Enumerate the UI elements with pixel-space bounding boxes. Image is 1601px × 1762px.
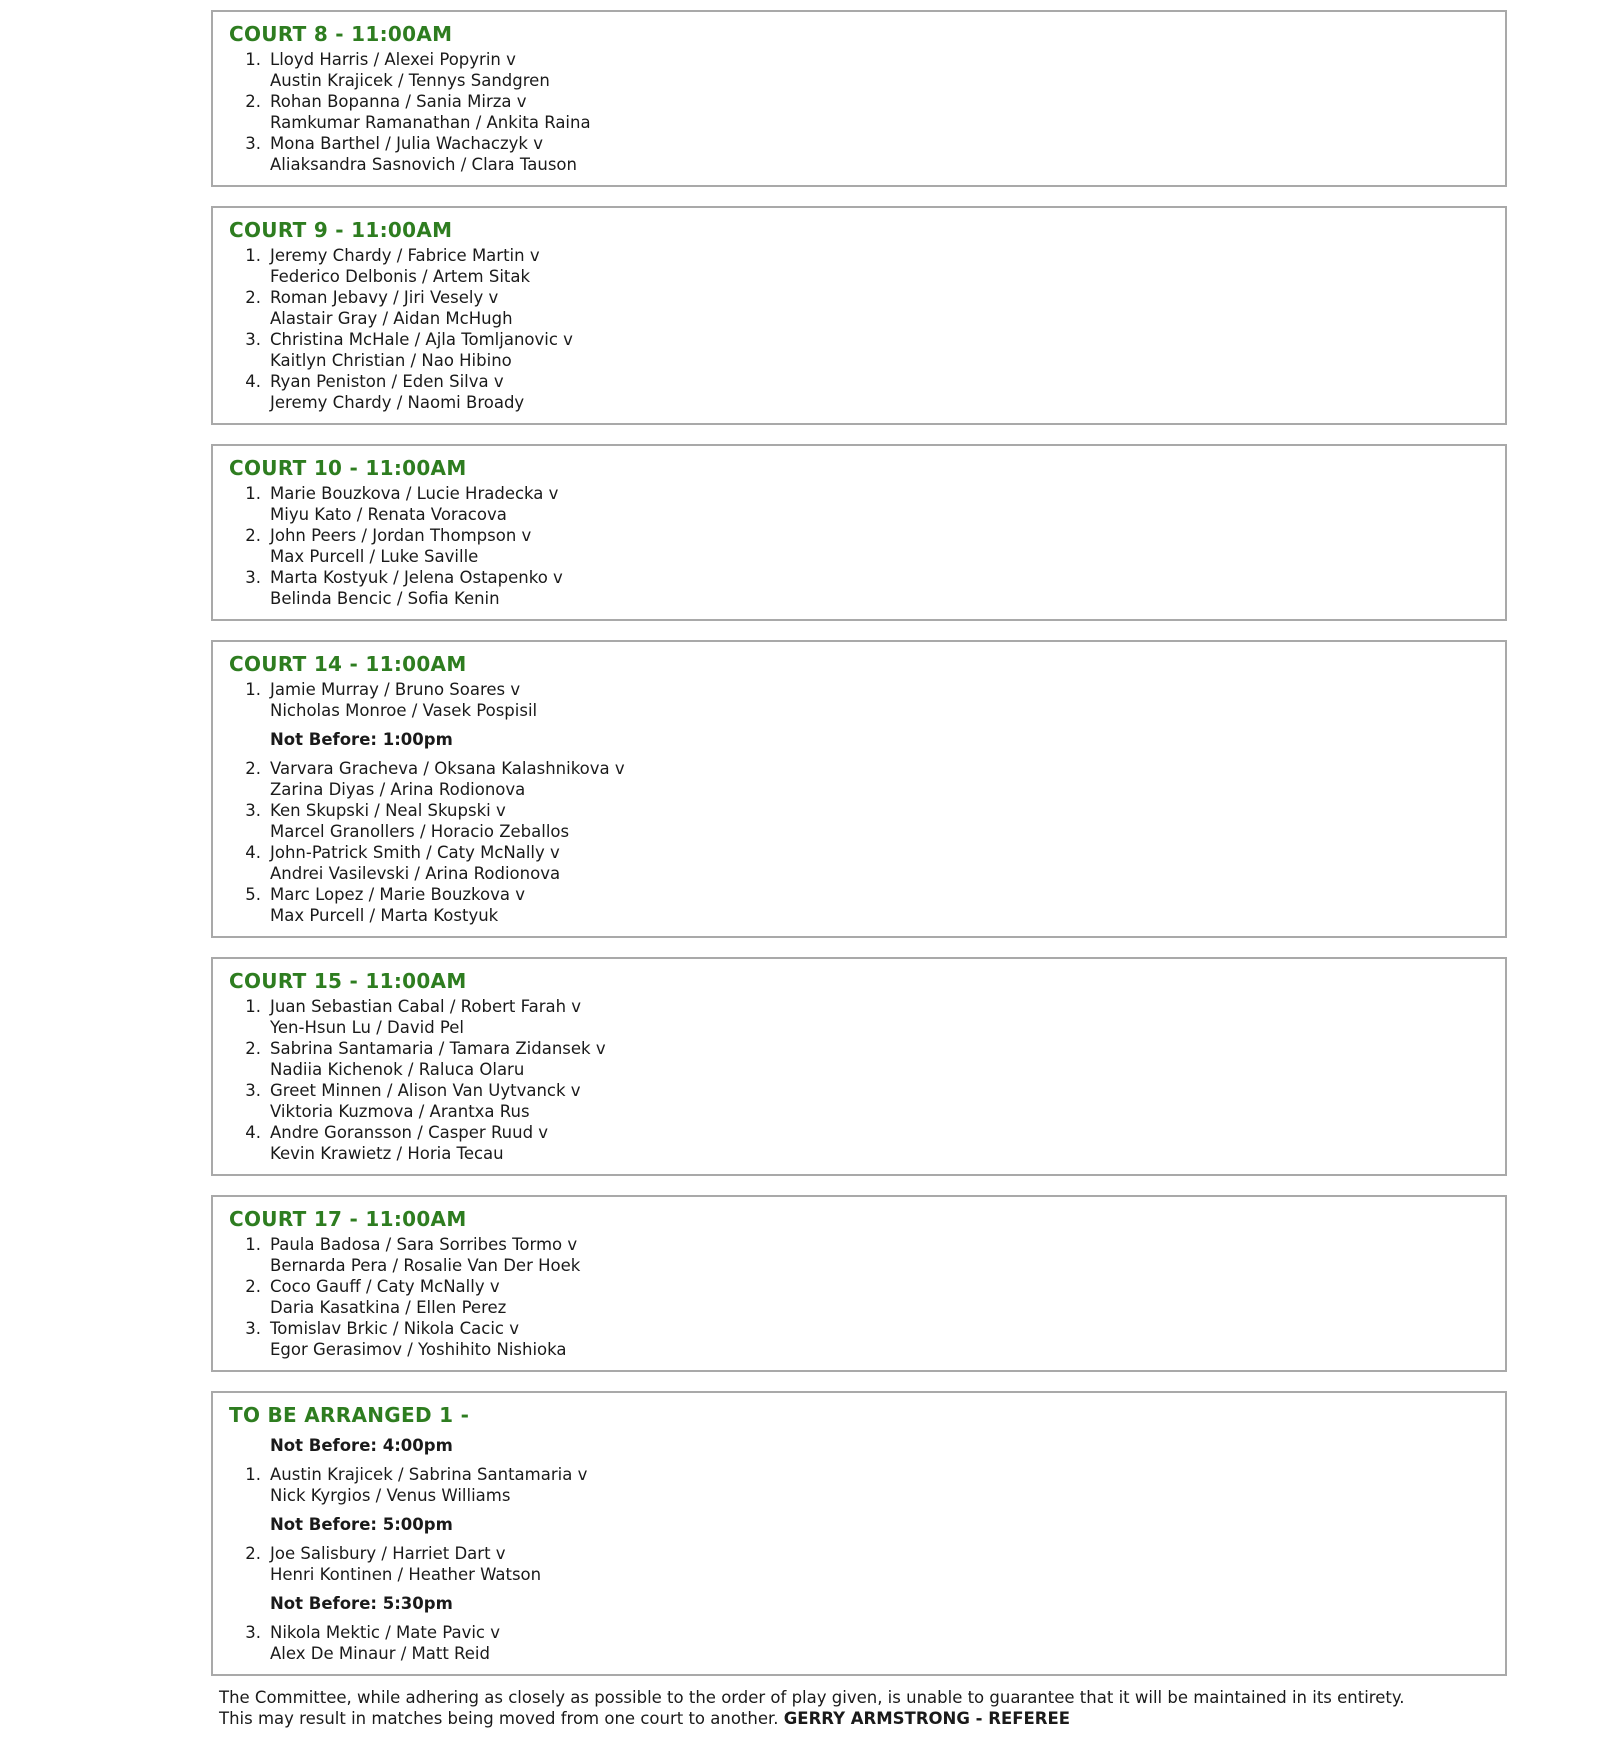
court-block bbox=[211, 1391, 1507, 1676]
match-item bbox=[229, 884, 1489, 926]
match-number: 4. bbox=[245, 372, 261, 391]
team-line-2: Ramkumar Ramanathan / Ankita Raina bbox=[270, 113, 591, 132]
match-number: 2. bbox=[245, 92, 261, 111]
not-before-note: Not Before: 5:30pm bbox=[270, 1594, 453, 1613]
referee-name: GERRY ARMSTRONG - REFEREE bbox=[783, 1709, 1071, 1728]
match-number: 3. bbox=[245, 1319, 261, 1338]
disclaimer-text: This may result in matches being moved from one court to another. bbox=[219, 1709, 779, 1728]
court-list bbox=[211, 10, 1507, 1676]
match-item bbox=[229, 1543, 1489, 1585]
match-item bbox=[229, 91, 1489, 133]
team-line-2: Daria Kasatkina / Ellen Perez bbox=[270, 1298, 507, 1317]
match-item bbox=[229, 287, 1489, 329]
match-item bbox=[229, 1276, 1489, 1318]
team-line-1: Marc Lopez / Marie Bouzkova v bbox=[270, 885, 526, 904]
team-line-2: Max Purcell / Marta Kostyuk bbox=[270, 906, 499, 925]
match-number: 1. bbox=[245, 246, 261, 265]
team-line-1: Jamie Murray / Bruno Soares v bbox=[270, 680, 521, 699]
team-line-1: Tomislav Brkic / Nikola Cacic v bbox=[270, 1319, 519, 1338]
team-line-1: Paula Badosa / Sara Sorribes Tormo v bbox=[270, 1235, 578, 1254]
team-line-1: Jeremy Chardy / Fabrice Martin v bbox=[270, 246, 540, 265]
match-teams bbox=[270, 287, 513, 329]
match-number: 1. bbox=[245, 484, 261, 503]
match-item bbox=[229, 483, 1489, 525]
team-line-2: Belinda Bencic / Sofia Kenin bbox=[270, 589, 500, 608]
match-teams bbox=[270, 1038, 606, 1080]
court-title: COURT 14 - 11:00AM bbox=[229, 652, 467, 676]
match-item bbox=[229, 1234, 1489, 1276]
match-teams bbox=[270, 758, 625, 800]
match-teams bbox=[270, 1122, 548, 1164]
team-line-1: Ryan Peniston / Eden Silva v bbox=[270, 372, 504, 391]
match-item bbox=[229, 371, 1489, 413]
team-line-2: Viktoria Kuzmova / Arantxa Rus bbox=[270, 1102, 530, 1121]
match-item bbox=[229, 133, 1489, 175]
match-teams bbox=[270, 483, 558, 525]
match-item bbox=[229, 567, 1489, 609]
team-line-1: Marie Bouzkova / Lucie Hradecka v bbox=[270, 484, 559, 503]
court-block bbox=[211, 1195, 1507, 1372]
court-block bbox=[211, 10, 1507, 187]
court-title: COURT 17 - 11:00AM bbox=[229, 1207, 467, 1231]
match-number: 1. bbox=[245, 1465, 261, 1484]
court-title: COURT 15 - 11:00AM bbox=[229, 969, 467, 993]
match-item bbox=[229, 245, 1489, 287]
team-line-1: Sabrina Santamaria / Tamara Zidansek v bbox=[270, 1039, 606, 1058]
footer-disclaimer bbox=[211, 1687, 1507, 1729]
match-teams bbox=[270, 679, 537, 721]
team-line-1: Nikola Mektic / Mate Pavic v bbox=[270, 1623, 501, 1642]
team-line-2: Alastair Gray / Aidan McHugh bbox=[270, 309, 513, 328]
match-teams bbox=[270, 49, 550, 91]
match-item bbox=[229, 679, 1489, 721]
match-teams bbox=[270, 1464, 587, 1506]
team-line-2: Andrei Vasilevski / Arina Rodionova bbox=[270, 864, 561, 883]
match-number: 1. bbox=[245, 997, 261, 1016]
team-line-1: John Peers / Jordan Thompson v bbox=[270, 526, 532, 545]
match-number: 2. bbox=[245, 288, 261, 307]
team-line-2: Bernarda Pera / Rosalie Van Der Hoek bbox=[270, 1256, 581, 1275]
match-item bbox=[229, 329, 1489, 371]
team-line-1: John-Patrick Smith / Caty McNally v bbox=[270, 843, 560, 862]
team-line-1: Juan Sebastian Cabal / Robert Farah v bbox=[270, 997, 582, 1016]
match-item bbox=[229, 1464, 1489, 1506]
match-teams bbox=[270, 133, 577, 175]
match-item bbox=[229, 800, 1489, 842]
team-line-1: Christina McHale / Ajla Tomljanovic v bbox=[270, 330, 573, 349]
match-teams bbox=[270, 371, 524, 413]
match-number: 1. bbox=[245, 1235, 261, 1254]
match-teams bbox=[270, 1234, 580, 1276]
team-line-2: Yen-Hsun Lu / David Pel bbox=[270, 1018, 465, 1037]
match-item bbox=[229, 996, 1489, 1038]
team-line-2: Max Purcell / Luke Saville bbox=[270, 547, 479, 566]
team-line-1: Joe Salisbury / Harriet Dart v bbox=[270, 1544, 506, 1563]
disclaimer-line-1: The Committee, while adhering as closely as possible to the order of play given, is unable to guarantee that it will be maintained in its entirety. bbox=[219, 1688, 1405, 1707]
match-number: 2. bbox=[245, 1277, 261, 1296]
match-teams bbox=[270, 1543, 541, 1585]
match-item bbox=[229, 1622, 1489, 1664]
team-line-2: Nick Kyrgios / Venus Williams bbox=[270, 1486, 511, 1505]
match-number: 4. bbox=[245, 1123, 261, 1142]
team-line-1: Rohan Bopanna / Sania Mirza v bbox=[270, 92, 527, 111]
match-item bbox=[229, 1318, 1489, 1360]
team-line-2: Jeremy Chardy / Naomi Broady bbox=[270, 393, 525, 412]
court-title: COURT 8 - 11:00AM bbox=[229, 22, 453, 46]
not-before-note: Not Before: 4:00pm bbox=[270, 1436, 453, 1455]
team-line-1: Roman Jebavy / Jiri Vesely v bbox=[270, 288, 499, 307]
team-line-1: Lloyd Harris / Alexei Popyrin v bbox=[270, 50, 516, 69]
order-of-play bbox=[211, 10, 1507, 1729]
court-block bbox=[211, 206, 1507, 425]
match-number: 1. bbox=[245, 680, 261, 699]
not-before-note: Not Before: 1:00pm bbox=[270, 730, 453, 749]
match-item bbox=[229, 758, 1489, 800]
team-line-2: Nicholas Monroe / Vasek Pospisil bbox=[270, 701, 538, 720]
team-line-1: Austin Krajicek / Sabrina Santamaria v bbox=[270, 1465, 588, 1484]
match-teams bbox=[270, 245, 540, 287]
match-teams bbox=[270, 800, 569, 842]
team-line-2: Aliaksandra Sasnovich / Clara Tauson bbox=[270, 155, 577, 174]
match-item bbox=[229, 1122, 1489, 1164]
team-line-2: Federico Delbonis / Artem Sitak bbox=[270, 267, 531, 286]
team-line-1: Greet Minnen / Alison Van Uytvanck v bbox=[270, 1081, 581, 1100]
match-number: 3. bbox=[245, 1081, 261, 1100]
match-number: 5. bbox=[245, 885, 261, 904]
court-block bbox=[211, 640, 1507, 938]
match-item bbox=[229, 1038, 1489, 1080]
match-item bbox=[229, 842, 1489, 884]
match-number: 2. bbox=[245, 526, 261, 545]
team-line-2: Austin Krajicek / Tennys Sandgren bbox=[270, 71, 550, 90]
team-line-1: Mona Barthel / Julia Wachaczyk v bbox=[270, 134, 543, 153]
team-line-2: Henri Kontinen / Heather Watson bbox=[270, 1565, 542, 1584]
disclaimer-line-2 bbox=[219, 1708, 1507, 1729]
team-line-1: Andre Goransson / Casper Ruud v bbox=[270, 1123, 549, 1142]
team-line-2: Zarina Diyas / Arina Rodionova bbox=[270, 780, 526, 799]
team-line-2: Alex De Minaur / Matt Reid bbox=[270, 1644, 490, 1663]
match-number: 3. bbox=[245, 330, 261, 349]
team-line-2: Egor Gerasimov / Yoshihito Nishioka bbox=[270, 1340, 567, 1359]
match-teams bbox=[270, 842, 560, 884]
match-number: 2. bbox=[245, 1544, 261, 1563]
match-teams bbox=[270, 1318, 567, 1360]
not-before-note: Not Before: 5:00pm bbox=[270, 1515, 453, 1534]
match-number: 3. bbox=[245, 568, 261, 587]
team-line-2: Marcel Granollers / Horacio Zeballos bbox=[270, 822, 570, 841]
match-number: 3. bbox=[245, 801, 261, 820]
match-teams bbox=[270, 329, 573, 371]
match-number: 3. bbox=[245, 134, 261, 153]
team-line-2: Nadiia Kichenok / Raluca Olaru bbox=[270, 1060, 525, 1079]
match-teams bbox=[270, 996, 581, 1038]
court-title: TO BE ARRANGED 1 - bbox=[229, 1403, 470, 1427]
court-block bbox=[211, 957, 1507, 1176]
court-title: COURT 10 - 11:00AM bbox=[229, 456, 467, 480]
match-teams bbox=[270, 91, 591, 133]
match-item bbox=[229, 525, 1489, 567]
match-number: 4. bbox=[245, 843, 261, 862]
match-teams bbox=[270, 525, 531, 567]
team-line-1: Varvara Gracheva / Oksana Kalashnikova v bbox=[270, 759, 625, 778]
match-teams bbox=[270, 567, 563, 609]
team-line-2: Miyu Kato / Renata Voracova bbox=[270, 505, 507, 524]
match-number: 3. bbox=[245, 1623, 261, 1642]
match-number: 2. bbox=[245, 759, 261, 778]
team-line-2: Kevin Krawietz / Horia Tecau bbox=[270, 1144, 504, 1163]
match-item bbox=[229, 1080, 1489, 1122]
team-line-1: Marta Kostyuk / Jelena Ostapenko v bbox=[270, 568, 563, 587]
match-teams bbox=[270, 1276, 506, 1318]
match-item bbox=[229, 49, 1489, 91]
team-line-2: Kaitlyn Christian / Nao Hibino bbox=[270, 351, 512, 370]
match-teams bbox=[270, 1622, 500, 1664]
court-title: COURT 9 - 11:00AM bbox=[229, 218, 453, 242]
match-number: 2. bbox=[245, 1039, 261, 1058]
court-block bbox=[211, 444, 1507, 621]
team-line-1: Coco Gauff / Caty McNally v bbox=[270, 1277, 500, 1296]
team-line-1: Ken Skupski / Neal Skupski v bbox=[270, 801, 506, 820]
match-teams bbox=[270, 884, 525, 926]
match-teams bbox=[270, 1080, 581, 1122]
match-number: 1. bbox=[245, 50, 261, 69]
